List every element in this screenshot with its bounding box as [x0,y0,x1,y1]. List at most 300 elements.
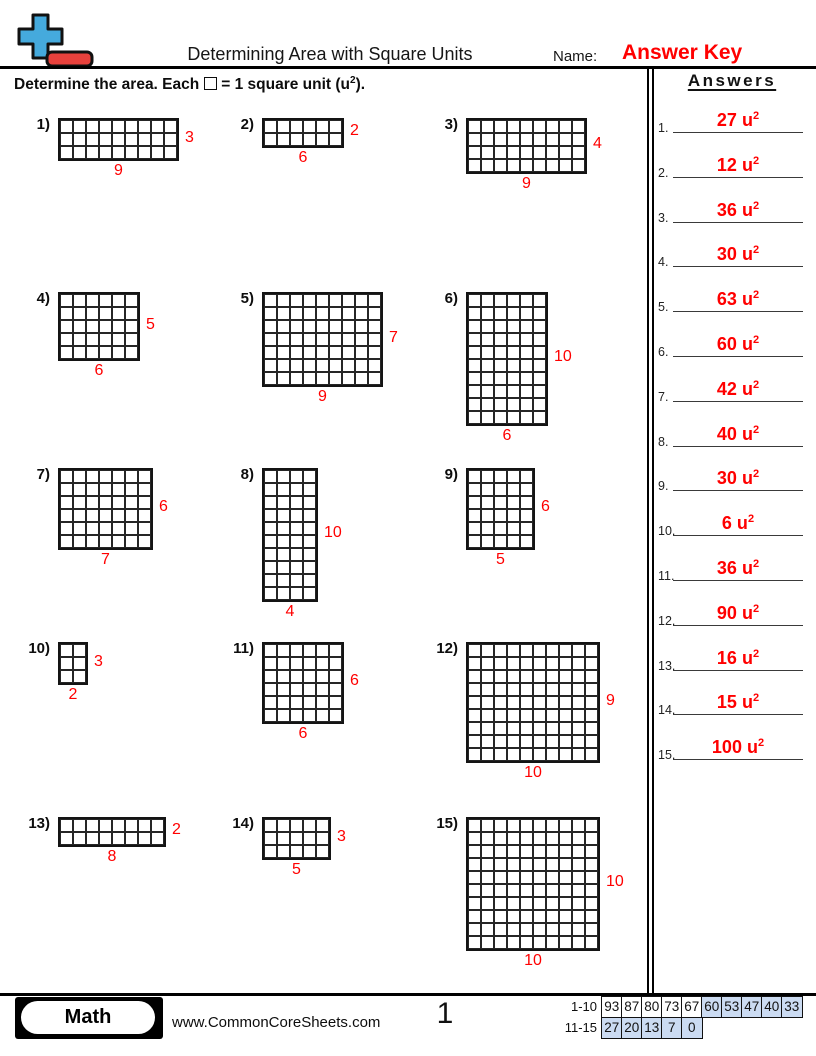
score-cell: 20 [621,1017,643,1039]
grid-cell [86,819,99,832]
score-cell: 40 [761,996,783,1018]
instruction-text [14,75,365,94]
grid-cell [468,897,481,910]
grid-cell [290,346,303,359]
grid-cell [86,496,99,509]
plus-minus-math-logo-icon [16,12,96,73]
unit-grid [58,468,153,550]
answer-value: 90 $u^2$ [716,602,760,623]
grid-cell [151,133,164,146]
grid-cell [316,644,329,657]
grid-cell [290,496,303,509]
grid-cell [164,146,177,159]
grid-cell [546,696,559,709]
answer-item [656,546,808,584]
grid-cell [572,748,585,761]
grid-cell [481,359,494,372]
instruction-before: Determine the area. Each [14,76,200,94]
grid-cell [520,910,533,923]
grid-cell [73,294,86,307]
grid-cell [507,858,520,871]
grid-cell [277,819,290,832]
grid-cell [73,320,86,333]
grid-cell [264,509,277,522]
grid-cell [546,819,559,832]
grid-cell [546,735,559,748]
grid-cell [533,910,546,923]
grid-cell [73,146,86,159]
problem-number: 1) [36,116,50,133]
grid-cell [546,670,559,683]
answer-unit-sup: 2 [752,602,760,615]
grid-cell [533,884,546,897]
grid-cell [60,320,73,333]
grid-cell [546,709,559,722]
width-dimension-label: 9 [522,175,531,192]
grid-cell [546,159,559,172]
answer-number: 13. [658,658,676,673]
grid-cell [264,709,277,722]
grid-cell [277,657,290,670]
grid-cell [60,509,73,522]
grid-cell [468,923,481,936]
grid-cell [112,496,125,509]
grid-cell [264,574,277,587]
grid-cell [572,819,585,832]
grid-cell [507,819,520,832]
grid-cell [546,910,559,923]
grid-cell [468,470,481,483]
unit-grid [466,118,587,174]
grid-cell [468,722,481,735]
grid-cell [507,294,520,307]
width-dimension-label: 6 [502,427,512,444]
grid-cell [60,657,73,670]
grid-cell [494,385,507,398]
grid-cell [73,535,86,548]
grid-cell [494,372,507,385]
grid-cell [316,670,329,683]
grid-cell [559,670,572,683]
grid-cell [99,535,112,548]
grid-cell [585,683,598,696]
grid-cell [112,307,125,320]
header-divider [0,66,816,69]
grid-cell [112,470,125,483]
answer-item [656,367,808,405]
grid-cell [303,307,316,320]
width-dimension-label: 9 [114,162,123,179]
grid-cell [73,522,86,535]
grid-cell [468,307,481,320]
grid-cell [585,819,598,832]
grid-cell [559,696,572,709]
grid-cell [290,333,303,346]
grid-cell [546,146,559,159]
grid-cell [303,470,316,483]
grid-cell [533,722,546,735]
grid-cell [520,670,533,683]
grid-cell [316,657,329,670]
grid-cell [533,735,546,748]
grid-cell [277,333,290,346]
grid-cell [507,535,520,548]
grid-cell [481,522,494,535]
grid-cell [86,470,99,483]
grid-cell [355,320,368,333]
grid-cell [125,522,138,535]
grid-cell [481,897,494,910]
answer-item [656,322,808,360]
grid-cell [125,294,138,307]
instruction-after: = 1 square unit (u [221,76,350,94]
answer-line [673,244,803,267]
grid-cell [494,923,507,936]
grid-cell [468,709,481,722]
grid-cell [494,346,507,359]
grid-cell [507,683,520,696]
grid-cell [481,470,494,483]
grid-cell [559,819,572,832]
grid-cell [355,307,368,320]
grid-cell [99,470,112,483]
grid-cell [507,146,520,159]
grid-cell [60,644,73,657]
grid-cell [533,333,546,346]
grid-cell [481,372,494,385]
grid-cell [303,522,316,535]
score-cell: 7 [661,1017,683,1039]
grid-cell [264,307,277,320]
grid-cell [290,587,303,600]
score-cell: 0 [681,1017,703,1039]
grid-cell [585,832,598,845]
grid-cell [520,722,533,735]
grid-cell [572,845,585,858]
answer-value: 36 $u^2$ [716,199,760,220]
grid-cell [559,871,572,884]
answer-unit-sup: 2 [757,737,765,750]
grid-cell [138,496,151,509]
grid-cell [264,670,277,683]
grid-cell [277,845,290,858]
score-cell: 87 [621,996,643,1018]
grid-cell [316,294,329,307]
grid-cell [468,359,481,372]
grid-cell [112,535,125,548]
grid-cell [481,923,494,936]
answer-unit-sup: 2 [752,110,760,122]
unit-grid [58,118,179,161]
grid-cell [507,411,520,424]
grid-cell [507,320,520,333]
grid-cell [494,748,507,761]
grid-cell [533,120,546,133]
instruction-sup: 2 [350,75,356,86]
answer-value: 63 $u^2$ [716,289,760,310]
grid-cell [559,683,572,696]
grid-cell [468,936,481,949]
grid-cell [520,522,533,535]
grid-cell [264,657,277,670]
grid-cell [303,120,316,133]
grid-cell [585,845,598,858]
grid-cell [520,294,533,307]
problem-number: 9) [444,466,458,483]
grid-cell [507,509,520,522]
grid-cell [572,670,585,683]
grid-cell [329,346,342,359]
grid-cell [520,120,533,133]
grid-cell [468,320,481,333]
grid-cell [342,320,355,333]
grid-cell [125,120,138,133]
grid-cell [264,333,277,346]
grid-cell [264,483,277,496]
grid-cell [138,133,151,146]
grid-cell [572,683,585,696]
grid-cell [481,884,494,897]
grid-cell [73,832,86,845]
answer-value: 30 $u^2$ [716,244,760,265]
grid-cell [520,832,533,845]
grid-cell [125,146,138,159]
outline-square-symbol-icon [204,77,217,90]
grid-cell [99,320,112,333]
grid-cell [533,385,546,398]
grid-cell [138,483,151,496]
grid-cell [546,722,559,735]
grid-cell [494,696,507,709]
grid-cell [99,346,112,359]
grid-cell [533,657,546,670]
grid-cell [73,307,86,320]
grid-cell [329,359,342,372]
grid-cell [481,832,494,845]
name-label: Name: [553,48,598,65]
subject-badge [15,997,163,1039]
grid-cell [86,483,99,496]
score-table [561,996,803,1039]
score-cell: 33 [781,996,803,1018]
grid-cell [342,307,355,320]
grid-cell [99,832,112,845]
grid-cell [303,657,316,670]
grid-cell [507,748,520,761]
grid-cell [494,897,507,910]
problem-number: 8) [240,466,254,483]
grid-cell [264,359,277,372]
grid-cell [99,307,112,320]
grid-cell [303,644,316,657]
grid-cell [481,483,494,496]
height-dimension-label: 4 [593,135,602,152]
grid-cell [533,709,546,722]
grid-cell [277,509,290,522]
grid-cell [316,709,329,722]
answer-line [673,200,803,223]
grid-cell [290,120,303,133]
answer-value: 60 $u^2$ [716,334,760,354]
score-cell: 53 [721,996,743,1018]
grid-cell [572,709,585,722]
grid-cell [264,496,277,509]
grid-cell [264,372,277,385]
grid-cell [507,133,520,146]
grid-cell [342,372,355,385]
grid-cell [533,670,546,683]
grid-cell [572,832,585,845]
problem-number: 5) [240,290,254,307]
answer-line [673,648,803,671]
grid-cell [112,346,125,359]
grid-cell [494,509,507,522]
grid-cell [290,709,303,722]
answer-item [656,680,808,718]
grid-cell [355,333,368,346]
grid-cell [468,819,481,832]
grid-cell [99,819,112,832]
grid-cell [585,923,598,936]
width-dimension-label: 9 [318,388,327,405]
grid-cell [572,696,585,709]
score-row [561,1017,803,1039]
grid-cell [112,483,125,496]
grid-cell [468,133,481,146]
grid-cell [264,832,277,845]
grid-cell [494,910,507,923]
grid-cell [585,748,598,761]
unit-grid [466,642,600,763]
grid-cell [494,535,507,548]
score-cell: 27 [601,1017,623,1039]
grid-cell [481,307,494,320]
grid-cell [125,819,138,832]
grid-cell [481,385,494,398]
answer-value: 100 $u^2$ [711,737,765,758]
grid-cell [468,644,481,657]
grid-cell [125,832,138,845]
grid-cell [520,346,533,359]
grid-cell [507,936,520,949]
answer-number: 11. [658,569,675,583]
grid-cell [60,346,73,359]
grid-cell [86,333,99,346]
grid-cell [329,320,342,333]
grid-cell [533,858,546,871]
grid-cell [533,845,546,858]
grid-cell [86,832,99,845]
grid-cell [60,294,73,307]
grid-cell [99,483,112,496]
grid-cell [138,120,151,133]
grid-cell [468,871,481,884]
answer-number: 2. [658,165,669,180]
score-cell: 47 [741,996,763,1018]
grid-cell [572,871,585,884]
grid-cell [481,683,494,696]
score-row [561,996,803,1018]
grid-cell [468,683,481,696]
grid-cell [125,496,138,509]
answer-item [656,591,808,629]
grid-cell [494,936,507,949]
grid-cell [507,372,520,385]
grid-cell [368,346,381,359]
grid-cell [481,120,494,133]
grid-cell [520,133,533,146]
answer-unit-sup: 2 [752,468,760,481]
grid-cell [290,359,303,372]
grid-cell [290,470,303,483]
grid-cell [507,670,520,683]
grid-cell [342,359,355,372]
grid-cell [73,483,86,496]
grid-cell [468,496,481,509]
grid-cell [468,748,481,761]
grid-cell [316,333,329,346]
grid-cell [468,832,481,845]
grid-cell [481,910,494,923]
grid-cell [585,884,598,897]
answer-item [656,143,808,181]
grid-cell [559,858,572,871]
grid-cell [481,696,494,709]
grid-cell [316,696,329,709]
grid-cell [494,307,507,320]
grid-cell [572,910,585,923]
unit-grid [466,292,548,426]
grid-cell [520,496,533,509]
grid-cell [264,294,277,307]
grid-cell [494,496,507,509]
grid-cell [60,832,73,845]
grid-cell [585,858,598,871]
grid-cell [533,897,546,910]
grid-cell [572,146,585,159]
grid-cell [277,535,290,548]
grid-cell [60,496,73,509]
grid-cell [494,333,507,346]
grid-cell [290,819,303,832]
grid-cell [316,359,329,372]
grid-cell [264,320,277,333]
grid-cell [329,657,342,670]
grid-cell [303,574,316,587]
grid-cell [533,359,546,372]
answer-line [673,379,803,402]
grid-cell [368,359,381,372]
grid-cell [481,722,494,735]
grid-cell [368,307,381,320]
grid-cell [481,819,494,832]
answer-value: 27 $u^2$ [716,110,760,130]
grid-cell [355,359,368,372]
grid-cell [303,696,316,709]
grid-cell [533,159,546,172]
answer-number: 8. [658,434,669,449]
grid-cell [329,670,342,683]
grid-cell [520,470,533,483]
answer-value: 40 $u^2$ [716,423,760,444]
grid-cell [520,858,533,871]
grid-cell [73,819,86,832]
grid-cell [572,897,585,910]
grid-cell [494,644,507,657]
grid-cell [468,910,481,923]
grid-cell [494,832,507,845]
answer-line [673,424,803,447]
